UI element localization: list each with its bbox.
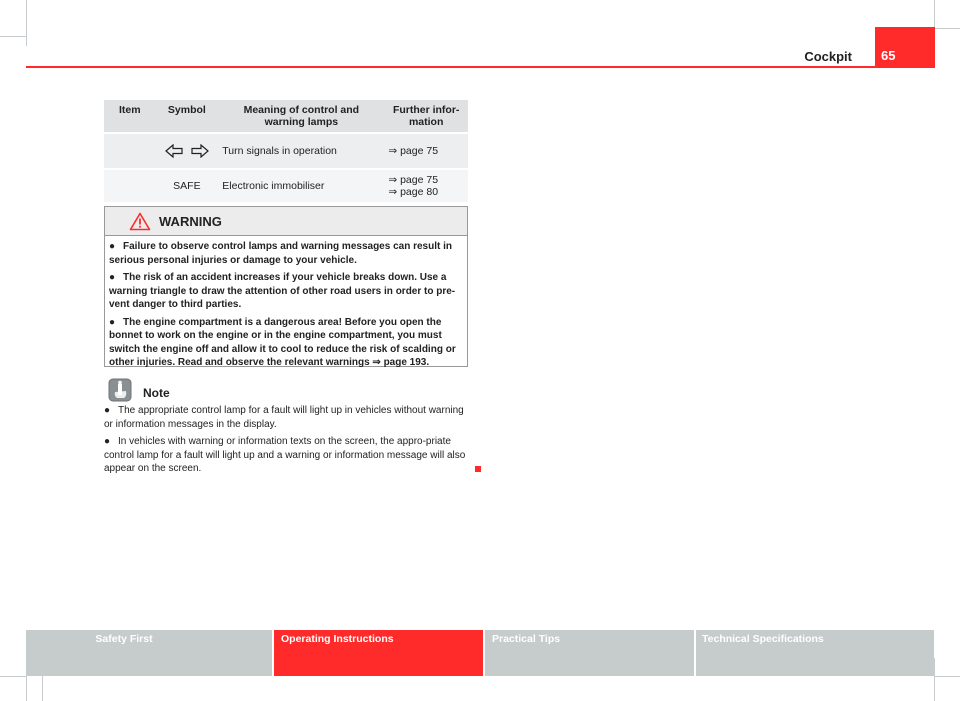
tab-safety-first[interactable] <box>26 630 272 676</box>
crop-mark <box>0 676 26 677</box>
cell-symbol <box>156 134 219 168</box>
note-item <box>104 435 468 476</box>
tab-label: Practical Tips <box>492 633 561 645</box>
table-row <box>104 170 468 202</box>
tab-label: Technical Specifications <box>702 633 824 645</box>
cell-meaning: Turn signals in operation <box>218 134 384 168</box>
cell-further <box>384 134 468 168</box>
col-header-further: Further infor-mation <box>384 100 468 132</box>
lamp-table <box>104 98 468 204</box>
page-link[interactable]: ⇒ page 75 <box>388 145 439 157</box>
warning-body <box>105 236 467 370</box>
header-rule <box>26 66 935 68</box>
col-header-meaning: Meaning of control and warning lamps <box>218 100 384 132</box>
warning-triangle-icon <box>129 212 151 231</box>
crop-mark <box>934 658 935 701</box>
warning-item-text: The engine compartment is a dangerous area! Before you open the bonnet to work on the engine or in the engine compartment, you must switch the engine off and allow it to cool to reduce the risk of scalding or other injuries. Read and observe the relevant warnings ⇒ page 193. <box>109 316 456 368</box>
warning-title: WARNING <box>159 213 222 229</box>
note-icon <box>108 378 136 407</box>
end-of-section-mark <box>475 466 481 472</box>
note-item-text: In vehicles with warning or information texts on the screen, the appro-priate control lamp for a fault will light up and a warning or information message will also appear on the screen. <box>104 436 466 474</box>
crop-mark <box>26 0 27 46</box>
page-link[interactable]: ⇒ page 80 <box>388 186 439 198</box>
cell-item <box>104 134 156 168</box>
warning-header <box>105 207 467 236</box>
tab-label: Safety First <box>95 633 153 645</box>
warning-item <box>109 271 463 312</box>
cell-meaning: Electronic immobiliser <box>218 170 384 202</box>
col-header-symbol: Symbol <box>156 100 219 132</box>
tab-technical-specifications[interactable] <box>696 630 934 676</box>
note-item <box>104 404 468 431</box>
tab-operating-instructions[interactable] <box>274 630 483 676</box>
crop-mark <box>935 676 960 677</box>
warning-item-text: Failure to observe control lamps and warning messages can result in serious personal injuries or damage to your vehicle. <box>109 241 452 266</box>
turn-signal-arrows-icon <box>165 144 209 158</box>
tab-label: Operating Instructions <box>281 633 394 645</box>
note-item-text: The appropriate control lamp for a fault will light up in vehicles without warning or information messages in the display. <box>104 405 464 430</box>
warning-item <box>109 240 463 267</box>
crop-mark <box>935 28 960 29</box>
tab-practical-tips[interactable] <box>485 630 694 676</box>
page-link[interactable]: ⇒ page 75 <box>388 174 439 186</box>
note-body <box>104 404 468 480</box>
bullet: ● <box>109 241 116 252</box>
crop-mark <box>934 0 935 28</box>
warning-item-text: The risk of an accident increases if your vehicle breaks down. Use a warning triangle to draw the attention of other road users in order to pre-vent danger to third parties. <box>109 272 456 310</box>
table-header-row <box>104 100 468 132</box>
crop-mark <box>42 676 43 701</box>
arrow-right-icon <box>191 144 209 158</box>
cell-symbol: SAFE <box>156 170 219 202</box>
section-title: Cockpit <box>804 49 852 64</box>
page-number: 65 <box>875 27 935 67</box>
crop-mark <box>0 36 26 37</box>
arrow-left-icon <box>165 144 183 158</box>
warning-item <box>109 316 463 370</box>
note-title: Note <box>143 386 170 400</box>
bullet: ● <box>109 316 116 328</box>
bullet: ● <box>104 436 111 447</box>
col-header-item: Item <box>104 100 156 132</box>
table-row <box>104 134 468 168</box>
cell-item <box>104 170 156 202</box>
cell-further <box>384 170 468 202</box>
bullet: ● <box>109 272 116 283</box>
warning-box <box>104 206 468 367</box>
bullet: ● <box>104 405 111 416</box>
